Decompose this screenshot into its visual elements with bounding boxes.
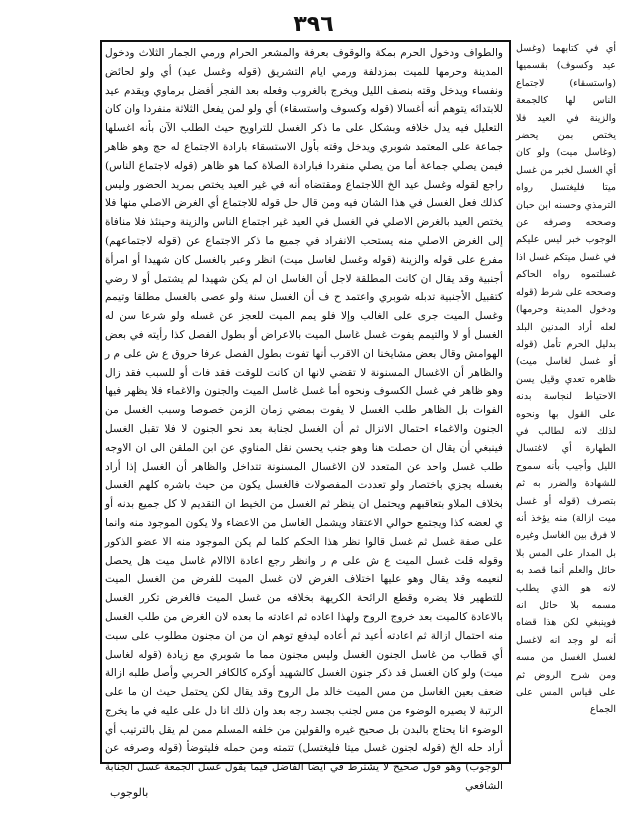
page-number: ٣٩٦: [293, 12, 334, 37]
margin-commentary-text: أي في كتابهما (وغسل عيد وكسوف) بقسميها (واستسقاء) لاجتماع الناس لها كالجمعة والزينة في العيد فلا يختص بمن يحضر (وغاسل ميت) ولو كان أي الغسل لخبر من غسل ميتا فليغتسل رواه الترمذي وحسنه ابن حبان وصححه وصرفه عن الوجوب خبر ليس عليكم في غسل ميتكم غسل اذا غسلتموه رواه الحاكم وصححه على شرط (قوله ودخول المدينة وحرمها) لعله أراد المدنين البلد بدليل الحرم تأمل (قوله أو غسل لغاسل ميت) ظاهره تعدي وقيل يسن الاحتياط لنجاسة بدنه على القول بها ونحوه لذلك لانه لطالب في الطهارة أي لاغتسال الليل وأجيب بأنه سموح للشهادة والضرر به ثم بتصرف (قوله أو غسل ميت ازالة) منه يؤخذ أنه لا فرق بين الغاسل وغيره بل المدار على المس بلا حائل والعلم أنما قصد به لانه هو الذي يطلب مسمه بلا حائل انه فوينبغي لكن هذا قضاه أنه لو وجد انه لاغسل لغسل الغسل من مسه ومن شرح الروض ثم على قياس المس على الجماع: [516, 43, 616, 716]
main-commentary-text: والطواف ودخول الحرم بمكة والوقوف بعرفة والمشعر الحرام ورمي الجمار الثلاث ودخول المدينة وحرمها للميت بمزدلفة ورمي ايام التشريق (قوله وغسل عيد) أي ولو لحائض ونفساء ويدخل وقته بنصف الليل ويخرج بالغروب وفعله بعد الفجر أفضل برماوي ويقدم عيد للابتدائه يتوهم أنه أغسالا (قوله وكسوف واستسقاء) أي ولو لمن يفعل الثلاثة منفردا وان كان التعليل فيه يدل خلافه وبشكل على ما ذكر الغسل للتراويح حيث الطلب الآن بأنه اغسلها جماعة على المعتمد شوبري ويدخل وقته بأول الاستسقاء بارادة الاجتماع له حج وهو ظاهر فيمن يصلي جماعة أما من يصلي منفردا فبارادة الصلاة كما هو ظاهر (قوله لاجتماع الناس) راجع لقوله وغسل عيد الخ اللاجتماع ومقتضاه أنه في غير العيد يختص بمريد الحضور وليس كذلك فعل الغسل في هذا الشان فيه ومن قال حل قوله للاجتماع أي الغرض الاصلي منها فلا يختص العيد بالغرض الاصلي في الغسل في العيد غير اجتماع الناس والزينة وحينئذ فلا منافاة إلى الغرض الاصلي منه يستحب الانفراد في جميع ما ذكر الاجتماع عن (قوله لاجتماعهم) مفرع على قوله والزينة (قوله وغسل لغاسل ميت) انظر وعبر بالغسل كان شهيدا أو امرأة أجنبية وقد يقال ان كانت المطلقة لاجل أن الغاسل ان لم يكن شهيدا لم يشتمل أو لا رضي كتقبيل الأجنبية تدبله شوبري واعتمد ح ف أن الغسل سنة ولو عصى بالغسل مطلقا وتيمم وغسل الميت جرى على الغالب وإلا فلو يمم الميت للعجز عن غسله ولو شرعا سن له الغسل أو لا والتيمم يفوت غسل غاسل الميت بالاعراض أو بطول الفصل كذا رأيته في بعض الهوامش وقال بعض مشايخنا ان الاقرب أنها تفوت بطول الفصل عرفا حروق ع ش على م ر والظاهر أن الاغسال المسنونة لا تقضي لانها ان كانت للوقت فقد فات أو للسبب فقد زال وهو ظاهر في غسل الكسوف ونحوه أما غسل غاسل الميت والجنون والاغماء فلا يظهر فيها الفوات بل الظاهر طلب الغسل لا يفوت بمضي زمان الزمن خصوصا وسبب الغسل من الجنون والاغماء احتمال الانزال ثم أن الغسل لجنابة بعد نحو الجنون لا فلا تقبل الغسل فينبغي أن يقال ان حصلت هنا وهو جنب يحسن نقل المناوي عن ابن الملقن الى ان الاوجه طلب غسل واحد عن المتعدد لان الاغسال المسنونة تتداخل والظاهر أن الغسل إذا أراد بغسله يجزي باختصار ولو تعددت المفصولات فالغسل يكون من حيث باشره كلهم الغسل بخلاف الملاو بتعاقبهم ويحتمل ان ينظر ثم الغسل من الخيط ان التقديم لا كل جميع بدنه أو ي لعضه كذا ويجتمع حوالي الاعتقاد ويشمل الغاسل من الاعضاء ولا يكون الموجود منه وانما على صفة غسل ثم غسل قالوا نظر هذا الحكم كلما لم يكن الموجود منه الا عضو الذكور وقوله قلت غسل الميت ع ش على م ر وانظر رجع اعادة الاالام غاسل ميت هل يحصل لنعيمه وقد يقال وهو عليها اختلاف الغرض لان غسل الميت للفرض من الغسل الميت للتطهير فلا يضره وقطع الرائحة الكريهة بخلافه من غسل الميت فالغرض تكرر الغسل بالاعادة كالميت بعد خروج الروح ولهذا اعاده ثم اعادته ما بعده لان الغرض من طلب الغسل منه احتمال ازالة ثم اعادته أعيد ثم أعاده ليدفع توهم ان من ان مجنون مطلوب على سبت أي قطاب من غاسل الجنون الغسل وليس مجنون مما ما شوبري مع زيادة (قوله لغاسل ميت) ولو كان الغسل قد ذكر جنون الغسل كالشهيد أوكره كالكافر الحربي وأصل طلبه ازالة ضعف بعين الغاسل من مس الميت خالد مل الروح وقد يقال لكن يحتمل حيث ان ما على الرتبة لا يصيره الوضوء من مس لجنب بجسد رجه بعد وان ذلك انا دل على عليه في ما يخرج الوضوء انا يحتاج بالبدن بل صحيح غيره والقولين من خلفه المسلم ممن لم يقل بالترتيب أي أراد حله الخ (قوله لجنون غسل ميتا فليغتسل) تتمته ومن حمله فليتوضأ (قوله وصرفه عن الوجوب) وهو قول صحيح لا يشترط في ايضا الفاضل فيما يقول غسل الجمعة غسل الجنابة الشافعي: [105, 47, 503, 793]
catchword: بالوجوب: [110, 786, 149, 799]
